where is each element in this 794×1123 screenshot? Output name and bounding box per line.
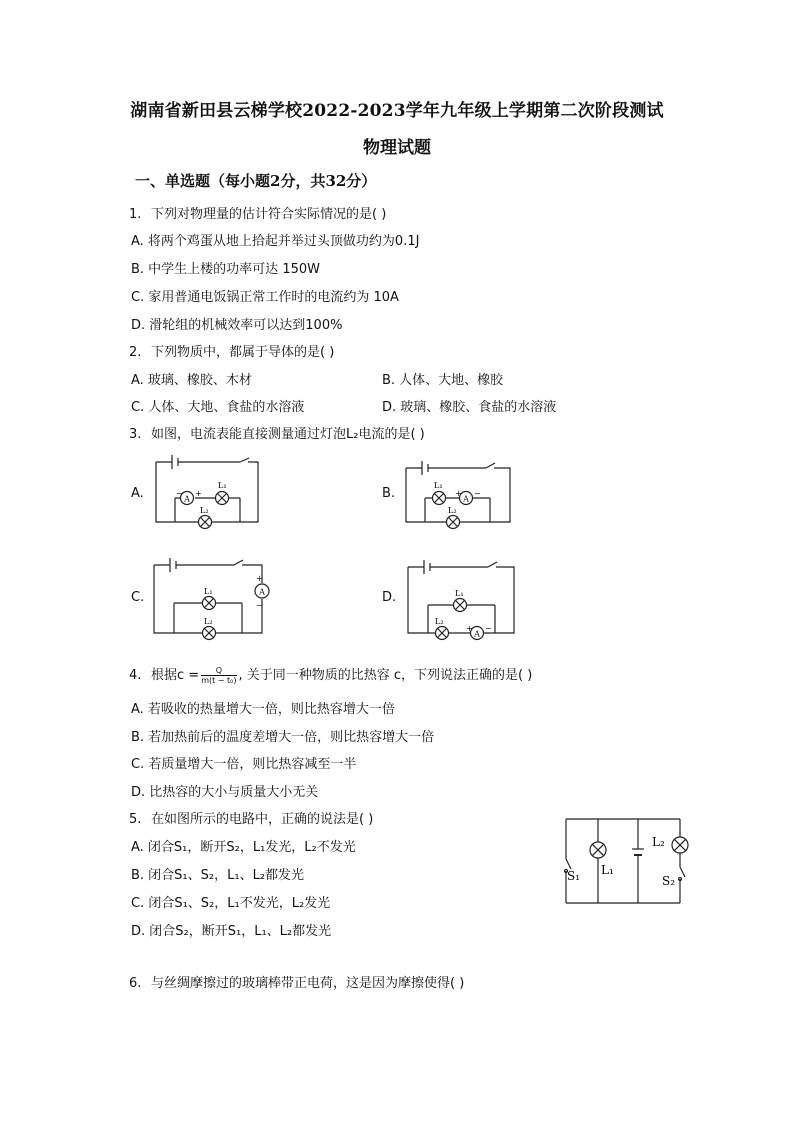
q3-option-d: D. xyxy=(382,590,397,605)
question-number: 4. xyxy=(129,668,142,683)
question-2 xyxy=(129,341,334,360)
question-5 xyxy=(129,808,373,827)
circuit-diagram-b xyxy=(400,450,518,540)
q1-option-a: A. 将两个鸡蛋从地上拾起并举过头顶做功约为0.1J xyxy=(131,234,420,249)
lamp-l1-label: L₁ xyxy=(455,589,464,598)
q4-option-a: A. 若吸收的热量增大一倍，则比热容增大一倍 xyxy=(131,702,395,717)
q4-option-c: C. 若质量增大一倍，则比热容减至一半 xyxy=(131,757,357,772)
q1-option-d: D. 滑轮组的机械效率可以达到100% xyxy=(131,318,343,333)
q5-option-a: A. 闭合S₁，断开S₂，L₁发光，L₂不发光 xyxy=(131,840,356,855)
q2-option-d: D. 玻璃、橡胶、食盐的水溶液 xyxy=(382,400,557,415)
question-number: 6. xyxy=(129,976,142,991)
plus-label: + xyxy=(195,489,202,498)
plus-label: + xyxy=(466,624,473,633)
plus-label: + xyxy=(256,574,263,583)
q5-circuit-diagram xyxy=(560,815,696,907)
lamp-l2-label: L₂ xyxy=(435,617,444,626)
lamp-l2-label: L₂ xyxy=(448,506,457,515)
question-number: 1. xyxy=(129,207,142,222)
q5-option-c: C. 闭合S₁、S₂，L₁不发光，L₂发光 xyxy=(131,896,331,911)
q2-option-a: A. 玻璃、橡胶、木材 xyxy=(131,373,252,388)
question-stem: 下列对物理量的估计符合实际情况的是( ) xyxy=(151,207,387,222)
q4-option-d: D. 比热容的大小与质量大小无关 xyxy=(131,785,319,800)
q5-option-b: B. 闭合S₁、S₂，L₁、L₂都发光 xyxy=(131,868,305,883)
question-4 xyxy=(129,664,532,685)
lamp-l1-label: L₁ xyxy=(204,587,213,596)
question-stem: 与丝绸摩擦过的玻璃棒带正电荷，这是因为摩擦使得( ) xyxy=(151,976,465,991)
question-stem: 在如图所示的电路中，正确的说法是( ) xyxy=(151,812,374,827)
q5-option-d: D. 闭合S₂，断开S₁，L₁、L₂都发光 xyxy=(131,924,332,939)
minus-label: − xyxy=(176,489,183,498)
formula-prefix: 根据c = xyxy=(151,668,200,683)
q3-option-b: B. xyxy=(382,486,396,501)
plus-label: + xyxy=(455,489,462,498)
q1-option-c: C. 家用普通电饭锅正常工作时的电流约为 10A xyxy=(131,290,399,305)
minus-label: − xyxy=(474,489,481,498)
ammeter-label: A xyxy=(463,494,469,504)
question-6 xyxy=(129,972,464,991)
minus-label: − xyxy=(256,601,263,610)
switch-s1-label: S₁ xyxy=(567,869,581,883)
exam-subtitle: 物理试题 xyxy=(363,138,431,158)
fraction-numerator: Q xyxy=(215,666,222,675)
q3-option-a: A. xyxy=(131,486,144,501)
formula-fraction xyxy=(201,666,236,685)
circuit-diagram-d xyxy=(400,553,524,645)
question-stem: 如图，电流表能直接测量通过灯泡L₂电流的是( ) xyxy=(151,427,425,442)
question-1 xyxy=(129,203,386,222)
lamp-l1-label: L₁ xyxy=(218,481,227,490)
question-number: 5. xyxy=(129,812,142,827)
exam-title: 湖南省新田县云梯学校2022-2023学年九年级上学期第二次阶段测试 xyxy=(130,101,664,121)
q3-option-c: C. xyxy=(131,590,145,605)
lamp-l1-label: L₁ xyxy=(601,863,614,877)
q1-option-b: B. 中学生上楼的功率可达 150W xyxy=(131,262,320,277)
section-heading: 一、单选题（每小题2分，共32分） xyxy=(135,172,377,190)
circuit-diagram-c xyxy=(150,553,272,643)
lamp-l2-label: L₂ xyxy=(204,617,213,626)
circuit-diagram-a xyxy=(150,450,265,540)
switch-s2-label: S₂ xyxy=(662,874,676,888)
q4-option-b: B. 若加热前后的温度差增大一倍，则比热容增大一倍 xyxy=(131,730,435,745)
question-stem: 下列物质中，都属于导体的是( ) xyxy=(151,345,335,360)
q2-option-c: C. 人体、大地、食盐的水溶液 xyxy=(131,400,305,415)
ammeter-label: A xyxy=(184,494,190,504)
ammeter-label: A xyxy=(259,587,265,597)
question-number: 2. xyxy=(129,345,142,360)
question-number: 3. xyxy=(129,427,142,442)
lamp-l2-label: L₂ xyxy=(652,835,665,849)
q2-option-b: B. 人体、大地、橡胶 xyxy=(382,373,504,388)
question-stem: , 关于同一种物质的比热容 c，下列说法正确的是( ) xyxy=(238,668,533,683)
question-3 xyxy=(129,423,425,442)
ammeter-label: A xyxy=(474,629,480,639)
lamp-l1-label: L₁ xyxy=(434,481,443,490)
lamp-l2-label: L₂ xyxy=(200,506,209,515)
fraction-denominator: m(t − t₀) xyxy=(201,676,237,685)
minus-label: − xyxy=(485,624,492,633)
